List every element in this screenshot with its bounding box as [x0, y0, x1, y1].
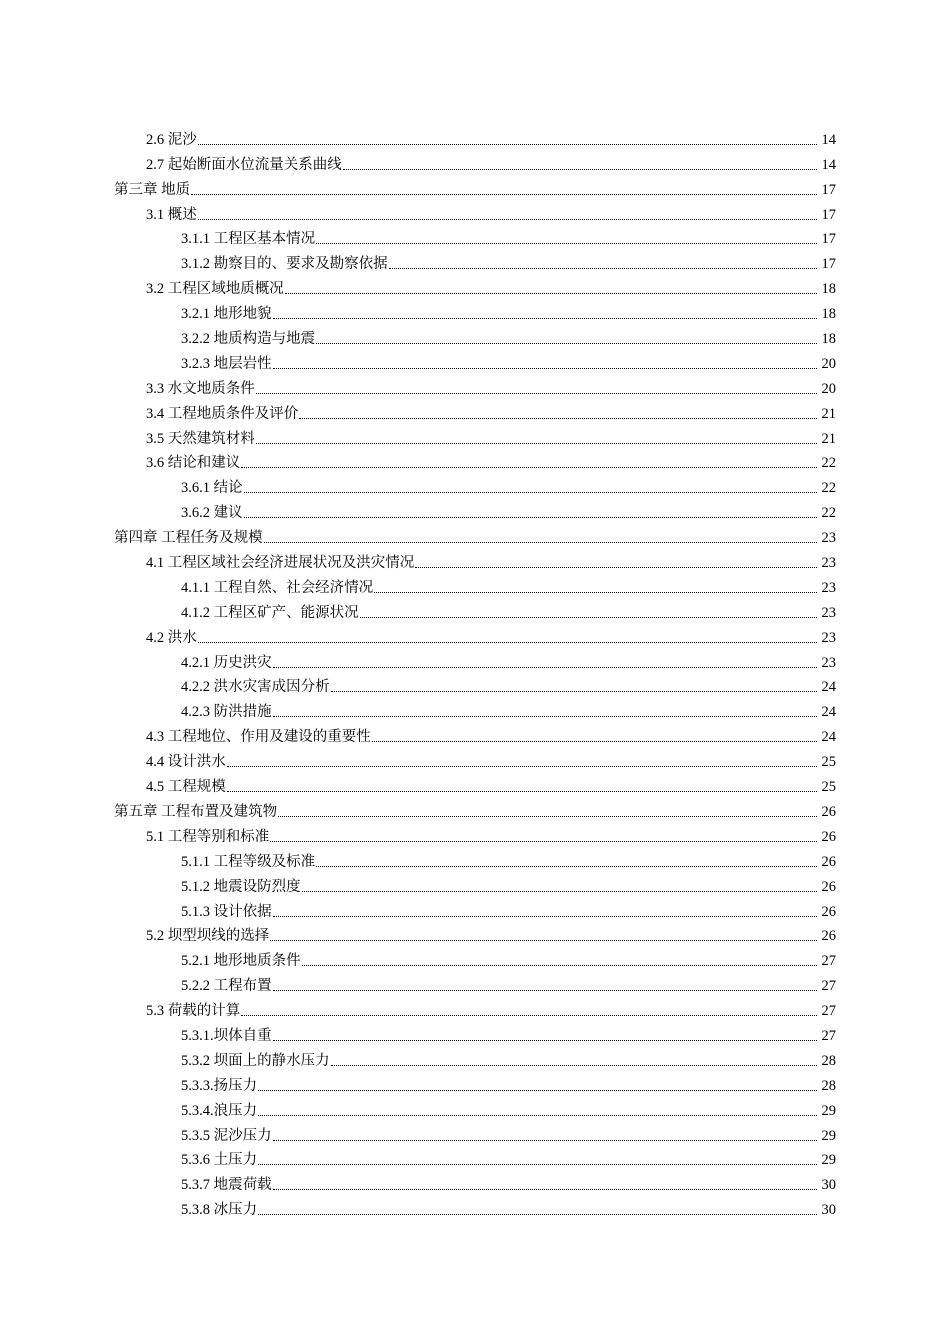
toc-entry-page-number: 26 [821, 828, 836, 845]
toc-entry-title: 5.3.6 土压力 [181, 1152, 258, 1169]
toc-entry-page-number: 28 [821, 1077, 836, 1094]
dot-leader [241, 467, 817, 468]
toc-entry[interactable] [0, 771, 950, 796]
toc-entry-page-number: 29 [821, 1152, 836, 1169]
toc-entry-page-number: 23 [821, 579, 836, 596]
toc-entry-page-number: 17 [821, 231, 836, 248]
dot-leader [316, 243, 817, 244]
toc-entry-page-number: 29 [821, 1127, 836, 1144]
toc-entry[interactable] [0, 1120, 950, 1145]
toc-entry[interactable] [0, 472, 950, 497]
toc-entry-title: 3.1.2 勘察目的、要求及勘察依据 [181, 256, 388, 273]
toc-entry[interactable] [0, 224, 950, 249]
toc-entry[interactable] [0, 672, 950, 697]
toc-entry-page-number: 30 [821, 1177, 836, 1194]
toc-entry-title: 5.2.1 地形地质条件 [181, 953, 301, 970]
toc-entry[interactable] [0, 448, 950, 473]
toc-entry-page-number: 29 [821, 1102, 836, 1119]
toc-entry-page-number: 20 [821, 355, 836, 372]
toc-entry[interactable] [0, 871, 950, 896]
toc-entry-title: 5.2 坝型坝线的选择 [146, 928, 270, 945]
toc-entry[interactable] [0, 547, 950, 572]
toc-entry-title: 4.2.1 历史洪灾 [181, 654, 272, 671]
toc-entry-title: 5.1.2 地震设防烈度 [181, 878, 301, 895]
toc-entry-page-number: 14 [821, 156, 836, 173]
toc-entry-page-number: 23 [821, 555, 836, 572]
toc-entry-title: 3.2.2 地质构造与地震 [181, 331, 316, 348]
dot-leader [244, 517, 817, 518]
dot-leader [273, 1040, 817, 1041]
toc-entry-title: 第四章 工程任务及规模 [114, 530, 263, 547]
dot-leader [273, 368, 817, 369]
toc-entry[interactable] [0, 796, 950, 821]
toc-entry[interactable] [0, 124, 950, 149]
dot-leader [415, 567, 817, 568]
toc-entry[interactable] [0, 348, 950, 373]
toc-entry[interactable] [0, 497, 950, 522]
toc-entry-page-number: 24 [821, 704, 836, 721]
dot-leader [331, 691, 817, 692]
toc-entry[interactable] [0, 622, 950, 647]
toc-entry-title: 4.2.2 洪水灾害成因分析 [181, 679, 330, 696]
dot-leader [299, 418, 817, 419]
toc-entry-page-number: 14 [821, 131, 836, 148]
toc-entry[interactable] [0, 298, 950, 323]
toc-entry-title: 4.5 工程规模 [146, 779, 226, 796]
toc-entry[interactable] [0, 323, 950, 348]
toc-entry[interactable] [0, 846, 950, 871]
dot-leader [258, 1090, 817, 1091]
dot-leader [273, 1189, 817, 1190]
dot-leader [273, 1140, 817, 1141]
toc-entry-page-number: 22 [821, 455, 836, 472]
toc-entry[interactable] [0, 1169, 950, 1194]
toc-entry[interactable] [0, 199, 950, 224]
dot-leader [273, 916, 817, 917]
toc-entry[interactable] [0, 921, 950, 946]
dot-leader [256, 393, 817, 394]
toc-entry-page-number: 26 [821, 903, 836, 920]
dot-leader [227, 791, 817, 792]
toc-entry-title: 5.3.4.浪压力 [181, 1102, 258, 1119]
toc-entry[interactable] [0, 373, 950, 398]
toc-entry-title: 5.3.2 坝面上的静水压力 [181, 1052, 330, 1069]
dot-leader [227, 766, 817, 767]
toc-entry-page-number: 18 [821, 331, 836, 348]
dot-leader [270, 841, 817, 842]
toc-entry[interactable] [0, 398, 950, 423]
toc-entry-title: 5.2.2 工程布置 [181, 978, 272, 995]
toc-entry[interactable] [0, 696, 950, 721]
toc-entry-title: 3.5 天然建筑材料 [146, 430, 255, 447]
toc-entry-title: 4.1.2 工程区矿产、能源状况 [181, 604, 359, 621]
toc-entry[interactable] [0, 746, 950, 771]
dot-leader [258, 1214, 817, 1215]
toc-entry[interactable] [0, 1194, 950, 1219]
toc-entry-title: 5.1.1 工程等级及标准 [181, 853, 316, 870]
toc-entry-page-number: 23 [821, 604, 836, 621]
toc-entry[interactable] [0, 174, 950, 199]
toc-entry-title: 5.3.8 冰压力 [181, 1202, 258, 1219]
toc-entry-title: 3.6 结论和建议 [146, 455, 241, 472]
dot-leader [198, 144, 817, 145]
toc-entry-page-number: 27 [821, 1003, 836, 1020]
toc-entry-page-number: 24 [821, 679, 836, 696]
toc-entry-title: 4.3 工程地位、作用及建设的重要性 [146, 729, 371, 746]
toc-entry[interactable] [0, 1145, 950, 1170]
toc-entry-page-number: 26 [821, 853, 836, 870]
dot-leader [273, 318, 817, 319]
dot-leader [389, 268, 817, 269]
toc-entry[interactable] [0, 721, 950, 746]
dot-leader [331, 1065, 817, 1066]
dot-leader [258, 1115, 817, 1116]
toc-entry-title: 第五章 工程布置及建筑物 [114, 803, 278, 820]
toc-entry-title: 5.1 工程等别和标准 [146, 828, 270, 845]
toc-entry[interactable] [0, 572, 950, 597]
dot-leader [244, 492, 817, 493]
toc-entry-page-number: 27 [821, 953, 836, 970]
toc-entry-page-number: 27 [821, 1027, 836, 1044]
toc-entry-title: 3.6.2 建议 [181, 505, 243, 522]
dot-leader [273, 667, 817, 668]
toc-entry-title: 2.7 起始断面水位流量关系曲线 [146, 156, 342, 173]
toc-entry[interactable] [0, 821, 950, 846]
dot-leader [316, 866, 817, 867]
toc-entry-page-number: 18 [821, 306, 836, 323]
toc-entry-title: 4.1.1 工程自然、社会经济情况 [181, 579, 374, 596]
toc-entry-title: 3.2 工程区域地质概况 [146, 281, 284, 298]
toc-entry-page-number: 20 [821, 380, 836, 397]
dot-leader [264, 542, 817, 543]
dot-leader [302, 965, 817, 966]
toc-entry-title: 第三章 地质 [114, 181, 191, 198]
toc-entry-page-number: 21 [821, 430, 836, 447]
toc-entry-page-number: 25 [821, 779, 836, 796]
toc-entry-title: 3.2.3 地层岩性 [181, 355, 272, 372]
toc-entry[interactable] [0, 597, 950, 622]
dot-leader [270, 940, 817, 941]
toc-entry-page-number: 22 [821, 480, 836, 497]
toc-entry-page-number: 26 [821, 928, 836, 945]
toc-entry-page-number: 17 [821, 181, 836, 198]
toc-entry[interactable] [0, 273, 950, 298]
toc-entry-page-number: 21 [821, 405, 836, 422]
toc-entry-title: 5.3.1.坝体自重 [181, 1027, 272, 1044]
toc-entry-title: 3.3 水文地质条件 [146, 380, 255, 397]
dot-leader [198, 642, 817, 643]
toc-entry-title: 5.3 荷载的计算 [146, 1003, 241, 1020]
table-of-contents [0, 124, 950, 1219]
toc-entry-page-number: 17 [821, 206, 836, 223]
toc-entry-page-number: 24 [821, 729, 836, 746]
toc-entry-page-number: 22 [821, 505, 836, 522]
toc-entry-page-number: 17 [821, 256, 836, 273]
toc-entry-title: 3.6.1 结论 [181, 480, 243, 497]
dot-leader [278, 816, 817, 817]
toc-entry-title: 5.3.5 泥沙压力 [181, 1127, 272, 1144]
toc-entry-title: 5.1.3 设计依据 [181, 903, 272, 920]
toc-entry-title: 3.4 工程地质条件及评价 [146, 405, 299, 422]
toc-entry-title: 4.2 洪水 [146, 629, 197, 646]
toc-entry-title: 4.1 工程区域社会经济进展状况及洪灾情况 [146, 555, 415, 572]
toc-entry-title: 5.3.7 地震荷载 [181, 1177, 272, 1194]
toc-entry-title: 4.4 设计洪水 [146, 754, 226, 771]
dot-leader [343, 169, 817, 170]
toc-entry-page-number: 26 [821, 878, 836, 895]
toc-entry-title: 3.1 概述 [146, 206, 197, 223]
toc-entry[interactable] [0, 1070, 950, 1095]
dot-leader [316, 343, 817, 344]
toc-entry-page-number: 25 [821, 754, 836, 771]
dot-leader [374, 592, 817, 593]
dot-leader [302, 891, 817, 892]
toc-entry[interactable] [0, 647, 950, 672]
dot-leader [198, 219, 817, 220]
dot-leader [273, 716, 817, 717]
toc-entry-title: 4.2.3 防洪措施 [181, 704, 272, 721]
toc-entry[interactable] [0, 248, 950, 273]
toc-entry[interactable] [0, 1045, 950, 1070]
toc-entry-title: 3.2.1 地形地貌 [181, 306, 272, 323]
dot-leader [241, 1015, 817, 1016]
toc-entry[interactable] [0, 149, 950, 174]
toc-entry-page-number: 30 [821, 1202, 836, 1219]
toc-entry-page-number: 18 [821, 281, 836, 298]
toc-entry-page-number: 23 [821, 530, 836, 547]
toc-entry[interactable] [0, 1095, 950, 1120]
toc-entry[interactable] [0, 995, 950, 1020]
toc-entry[interactable] [0, 1020, 950, 1045]
toc-entry-page-number: 23 [821, 654, 836, 671]
toc-entry[interactable] [0, 896, 950, 921]
dot-leader [372, 741, 817, 742]
dot-leader [258, 1164, 817, 1165]
toc-entry-page-number: 27 [821, 978, 836, 995]
toc-entry-title: 5.3.3.扬压力 [181, 1077, 258, 1094]
toc-entry[interactable] [0, 945, 950, 970]
toc-entry[interactable] [0, 423, 950, 448]
toc-entry-title: 2.6 泥沙 [146, 131, 197, 148]
toc-entry-page-number: 23 [821, 629, 836, 646]
toc-entry[interactable] [0, 522, 950, 547]
dot-leader [360, 617, 817, 618]
dot-leader [285, 293, 817, 294]
dot-leader [273, 990, 817, 991]
toc-entry[interactable] [0, 970, 950, 995]
toc-entry-page-number: 28 [821, 1052, 836, 1069]
dot-leader [256, 443, 817, 444]
toc-entry-page-number: 26 [821, 803, 836, 820]
dot-leader [191, 194, 817, 195]
toc-entry-title: 3.1.1 工程区基本情况 [181, 231, 316, 248]
